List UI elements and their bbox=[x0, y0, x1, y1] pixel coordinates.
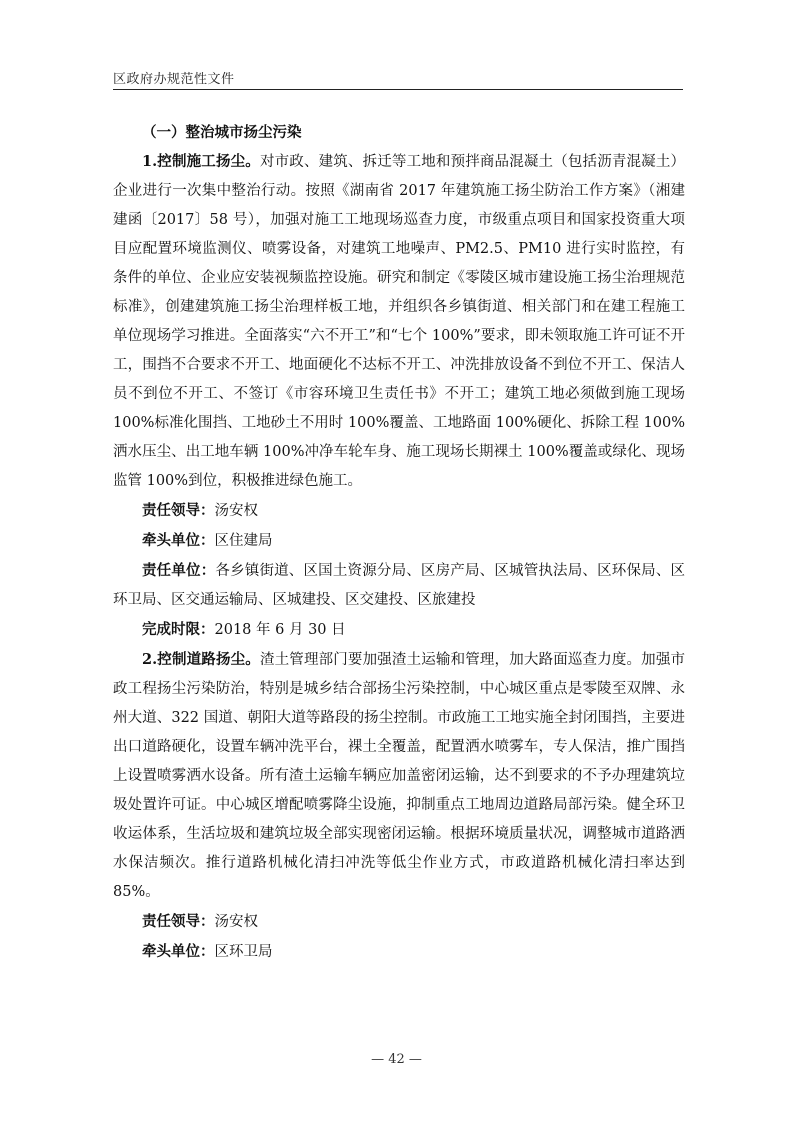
leader-label: 责任领导： bbox=[142, 913, 215, 930]
leader-value: 汤安权 bbox=[214, 914, 258, 930]
header-rule bbox=[113, 89, 683, 90]
document-header: 区政府办规范性文件 bbox=[113, 72, 235, 87]
deadline-value: 2018 年 6 月 30 日 bbox=[214, 622, 346, 638]
item2-leader bbox=[113, 907, 685, 937]
responsible-label: 责任单位： bbox=[142, 562, 216, 579]
item1-lead: 1.控制施工扬尘。 bbox=[142, 153, 260, 170]
page-number: — 42 — bbox=[371, 1052, 422, 1067]
lead-unit-label: 牵头单位： bbox=[142, 943, 215, 960]
lead-unit-label: 牵头单位： bbox=[142, 532, 215, 549]
item2-lead-unit bbox=[113, 937, 685, 967]
lead-unit-value: 区环卫局 bbox=[214, 944, 273, 960]
leader-label: 责任领导： bbox=[142, 502, 215, 519]
item1-deadline bbox=[113, 615, 685, 645]
item2-paragraph bbox=[113, 645, 685, 907]
section-heading: （一）整治城市扬尘污染 bbox=[142, 124, 302, 141]
item1-leader bbox=[113, 496, 685, 526]
deadline-label: 完成时限： bbox=[142, 621, 215, 638]
document-body bbox=[113, 118, 685, 967]
item1-lead-unit bbox=[113, 526, 685, 556]
item1-body: 对市政、建筑、拆迁等工地和预拌商品混凝土（包括沥青混凝土）企业进行一次集中整治行动。按照《湖南省 2017 年建筑施工扬尘防治工作方案》（湘建建函〔2017〕58 号），加强对施工工地现场巡查力度，市级重点项目和国家投资重大项目应配置环境监测仪、喷雾设备，对建筑工地噪声、PM2.5、PM10 进行实时监控，有条件的单位、企业应安装视频监控设施。研究和制定《零陵区城市建设施工扬尘治理规范标准》，创建建筑施工扬尘治理样板工地，并组织各乡镇街道、相关部门和在建工程施工单位现场学习推进。全面落实“六不开工”和“七个 100%”要求，即未领取施工许可证不开工，围挡不合要求不开工、地面硬化不达标不开工、冲洗排放设备不到位不开工、保洁人员不到位不开工、不签订《市容环境卫生责任书》不开工；建筑工地必须做到施工现场 100%标准化围挡、工地砂土不用时 100%覆盖、工地路面 100%硬化、拆除工程 100%洒水压尘、出工地车辆 100%冲净车轮车身、施工现场长期裸土 100%覆盖或绿化、现场监管 100%到位，积极推进绿色施工。 bbox=[113, 154, 686, 489]
responsible-value: 各乡镇街道、区国土资源分局、区房产局、区城管执法局、区环保局、区环卫局、区交通运输局、区城建投、区交建投、区旅建投 bbox=[113, 563, 686, 608]
leader-value: 汤安权 bbox=[214, 503, 258, 519]
item2-lead: 2.控制道路扬尘。 bbox=[142, 651, 260, 668]
item2-body: 渣土管理部门要加强渣土运输和管理，加大路面巡查力度。加强市政工程扬尘污染防治，特别是城乡结合部扬尘污染控制，中心城区重点是零陵至双牌、永州大道、322 国道、朝阳大道等路段的扬尘控制。市政施工工地实施全封闭围挡，主要进出口道路硬化，设置车辆冲洗平台，裸土全覆盖，配置洒水喷雾车，专人保洁，推广围挡上设置喷雾洒水设备。所有渣土运输车辆应加盖密闭运输，达不到要求的不予办理建筑垃圾处置许可证。中心城区增配喷雾降尘设施，抑制重点工地周边道路局部污染。健全环卫收运体系，生活垃圾和建筑垃圾全部实现密闭运输。根据环境质量状况，调整城市道路洒水保洁频次。推行道路机械化清扫冲洗等低尘作业方式，市政道路机械化清扫率达到 85%。 bbox=[113, 652, 686, 900]
item1-responsible-units bbox=[113, 556, 685, 615]
item1-paragraph bbox=[113, 147, 685, 496]
lead-unit-value: 区住建局 bbox=[214, 533, 273, 549]
